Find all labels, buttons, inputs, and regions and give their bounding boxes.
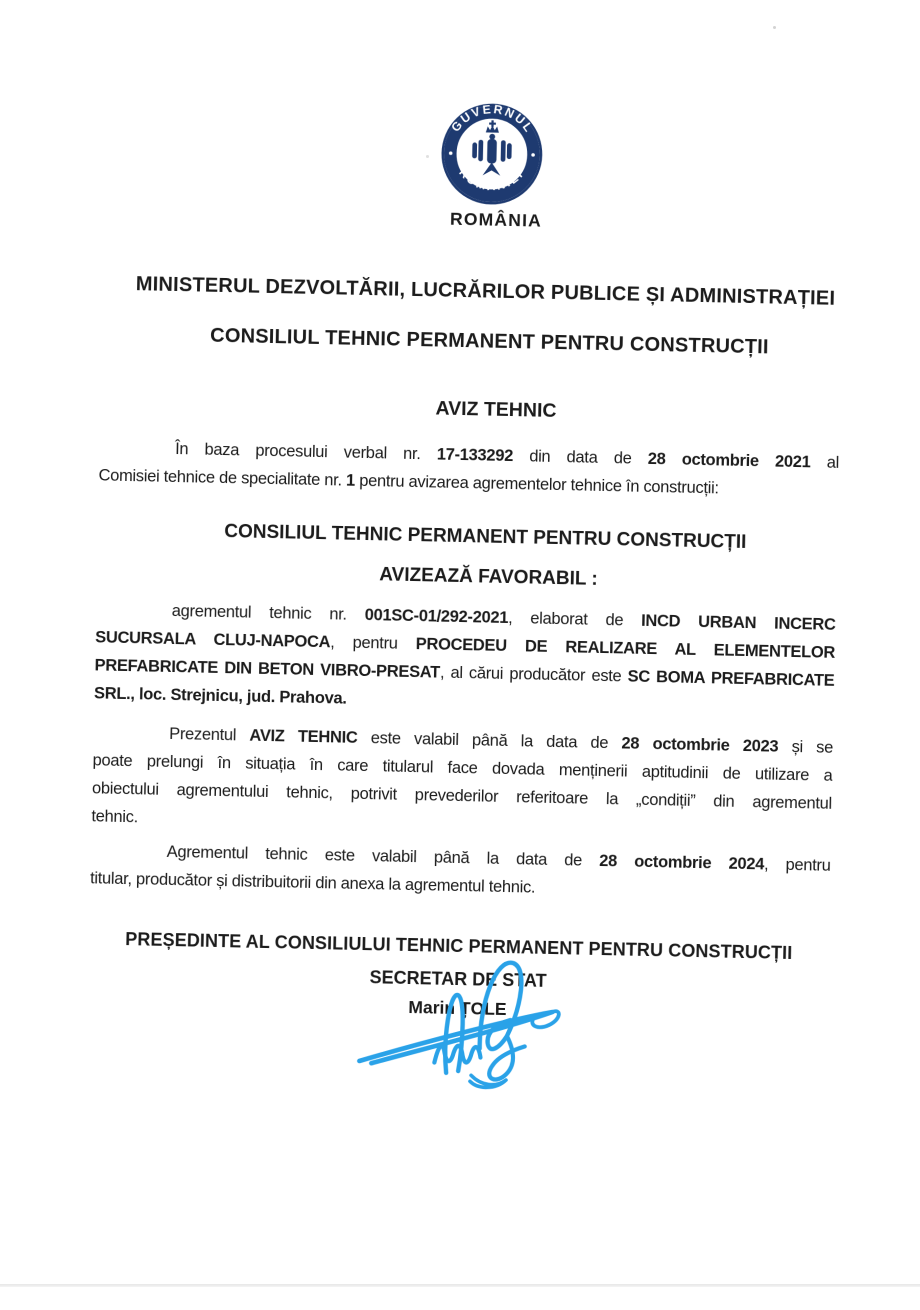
signer-name: Marin ȚOLE — [408, 996, 507, 1020]
scan-speck — [426, 155, 429, 158]
text-line: poate prelungi în situația în care titularul face dovada menținerii aptitudinii de utilizare a — [92, 751, 833, 785]
text-line: Prezentul AVIZ TEHNIC este valabil până la data de 28 octombrie 2023 și se — [168, 724, 834, 757]
council-heading: CONSILIUL TEHNIC PERMANENT PENTRU CONSTRUCȚII — [224, 521, 747, 553]
paragraph-validity-2024 — [90, 836, 831, 907]
text-line: Comisiei tehnice de specialitate nr. 1 pentru avizarea agrementelor tehnice în construcții: — [98, 466, 719, 498]
paragraph-agreement — [94, 595, 836, 722]
text-line: Agrementul tehnic este valabil până la data de 28 octombrie 2024, pentru — [166, 842, 831, 875]
text-line: agrementul tehnic nr. 001SC-01/292-2021, elaborat de INCD URBAN INCERC — [171, 601, 836, 634]
handwritten-signature-icon — [346, 943, 574, 1103]
president-title-line: PREȘEDINTE AL CONSILIULUI TEHNIC PERMANENT PENTRU CONSTRUCȚII — [125, 929, 793, 964]
paragraph-intro — [98, 433, 839, 504]
text-line: obiectului agrementului tehnic, potrivit prevederilor referitoare la „condiții” din agrementul — [91, 779, 833, 813]
text-line: În baza procesului verbal nr. 17-133292 din data de 28 octombrie 2021 al — [174, 439, 840, 472]
country-label: ROMÂNIA — [449, 208, 543, 231]
approval-heading: AVIZEAZĂ FAVORABIL : — [379, 564, 598, 590]
seal-top-text: GUVERNUL — [448, 102, 537, 136]
seal-bottom-text: ROMÂNIEI — [456, 166, 527, 194]
text-line: tehnic. — [91, 807, 139, 827]
paragraph-validity-2023 — [91, 718, 833, 845]
text-line: SUCURSALA CLUJ-NAPOCA, pentru PROCEDEU DE REALIZARE AL ELEMENTELOR — [94, 628, 836, 662]
scan-speck — [773, 26, 776, 29]
scan-edge-artifact — [0, 1284, 920, 1287]
secretary-title-line: SECRETAR DE STAT — [369, 967, 547, 991]
council-title: CONSILIUL TEHNIC PERMANENT PENTRU CONSTRUCȚII — [209, 324, 769, 359]
ministry-title: MINISTERUL DEZVOLTĂRII, LUCRĂRILOR PUBLICE ȘI ADMINISTRAȚIEI — [135, 273, 836, 310]
eagle-emblem — [472, 120, 512, 176]
text-line: PREFABRICATE DIN BETON VIBRO-PRESAT, al cărui producător este SC BOMA PREFABRICATE — [94, 656, 835, 690]
text-line: SRL., loc. Strejnicu, jud. Prahova. — [93, 684, 347, 708]
government-seal — [439, 101, 544, 206]
text-line: titular, producător și distribuitorii din anexa la agrementul tehnic. — [89, 869, 536, 897]
document-title: AVIZ TEHNIC — [435, 397, 557, 422]
